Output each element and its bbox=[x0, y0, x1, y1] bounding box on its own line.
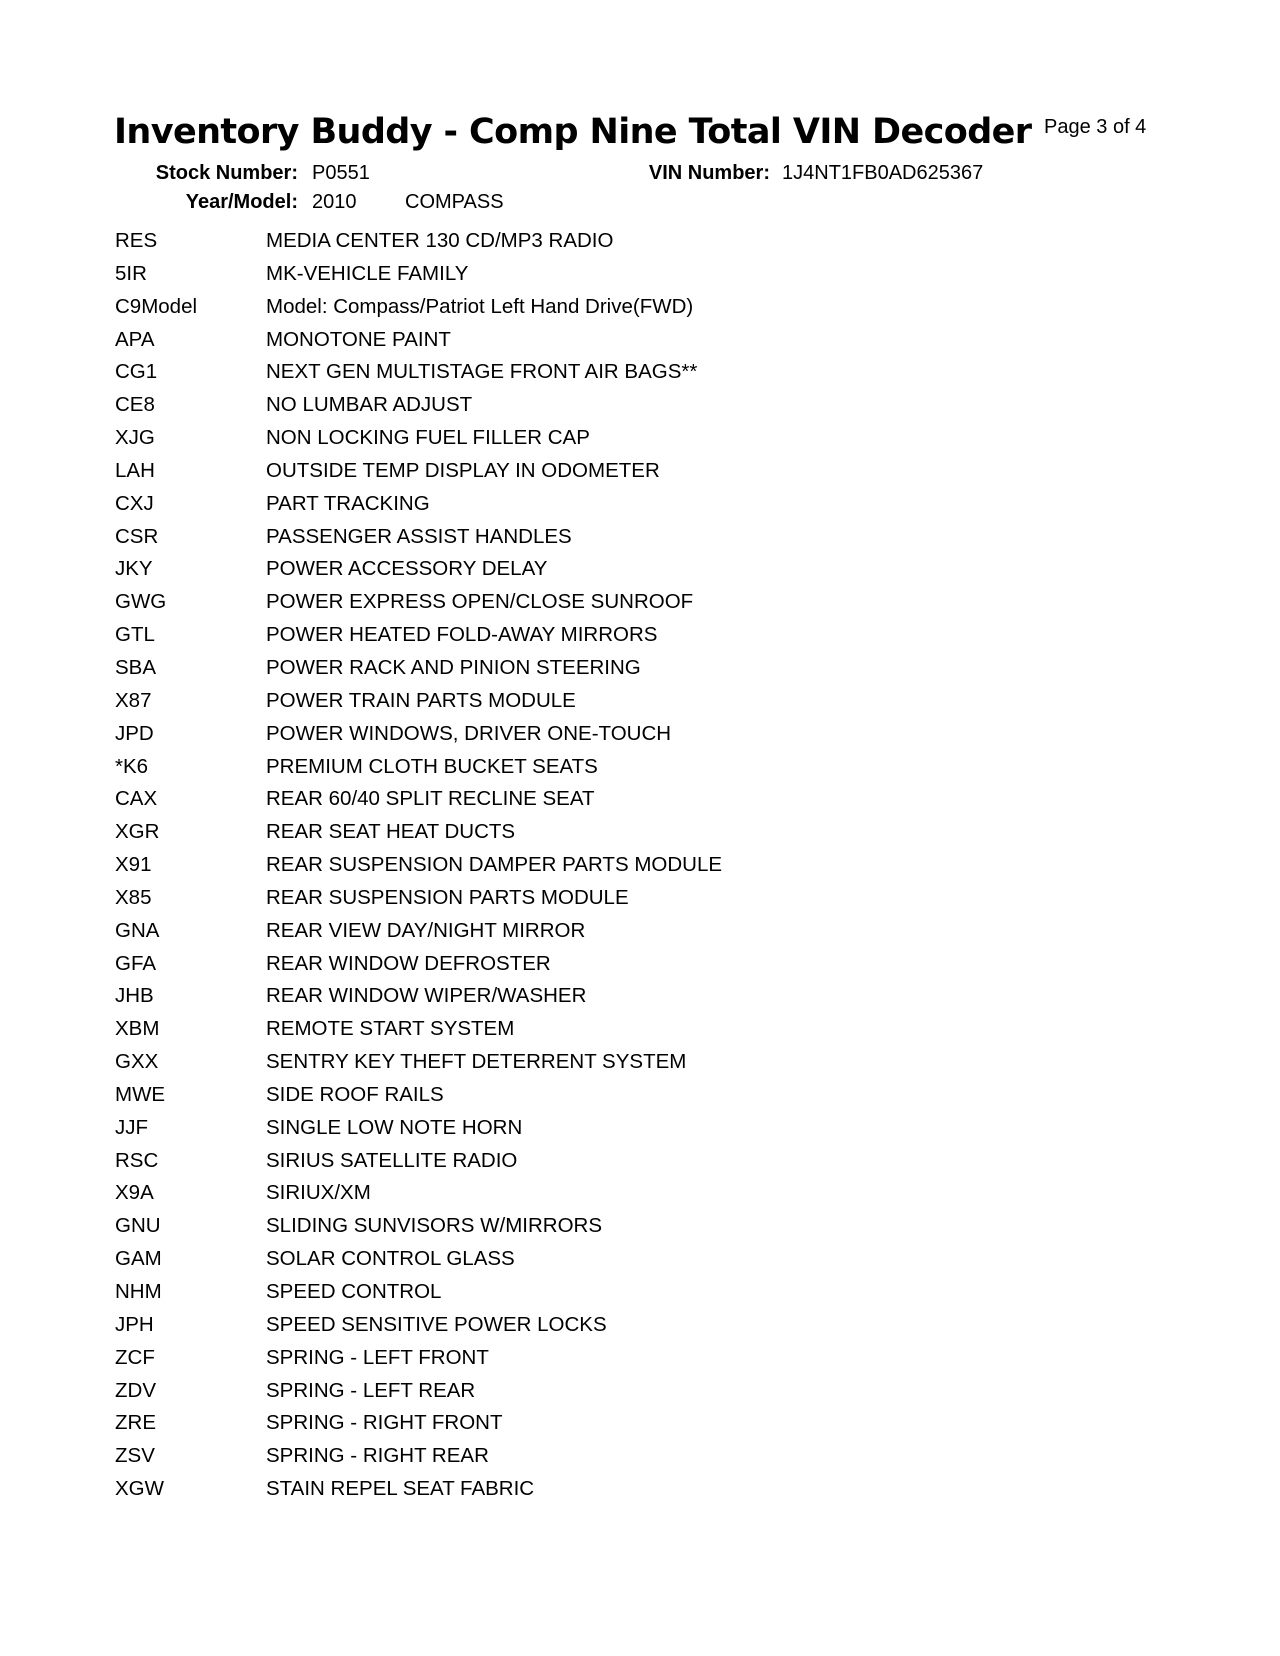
option-code: ZDV bbox=[115, 1378, 156, 1402]
option-description: REAR VIEW DAY/NIGHT MIRROR bbox=[266, 918, 586, 942]
option-description: SPEED SENSITIVE POWER LOCKS bbox=[266, 1312, 607, 1336]
option-code: X85 bbox=[115, 885, 152, 909]
stock-number-value: P0551 bbox=[312, 162, 370, 184]
option-description: PART TRACKING bbox=[266, 491, 430, 515]
option-code: ZRE bbox=[115, 1411, 156, 1435]
model-value: COMPASS bbox=[405, 191, 504, 213]
document-title: Inventory Buddy - Comp Nine Total VIN Decoder bbox=[114, 112, 1032, 152]
option-description: POWER HEATED FOLD-AWAY MIRRORS bbox=[266, 623, 658, 647]
option-code: JPD bbox=[115, 721, 154, 745]
option-code: C9Model bbox=[115, 294, 198, 318]
option-code: CSR bbox=[115, 524, 159, 548]
option-description: POWER RACK AND PINION STEERING bbox=[266, 655, 641, 679]
option-code: GTL bbox=[115, 623, 155, 647]
option-description: MK-VEHICLE FAMILY bbox=[266, 261, 469, 285]
option-code: LAH bbox=[115, 458, 155, 482]
option-code: GWG bbox=[115, 590, 167, 614]
option-description: REAR WINDOW DEFROSTER bbox=[266, 951, 551, 975]
option-code: GXX bbox=[115, 1050, 159, 1074]
option-description: NON LOCKING FUEL FILLER CAP bbox=[266, 426, 590, 450]
option-description: STAIN REPEL SEAT FABRIC bbox=[266, 1477, 535, 1501]
option-code: X87 bbox=[115, 688, 152, 712]
option-code: XJG bbox=[115, 426, 155, 450]
option-description: SPRING - LEFT FRONT bbox=[266, 1345, 489, 1369]
option-description: REAR SEAT HEAT DUCTS bbox=[266, 820, 516, 844]
option-code: JJF bbox=[115, 1115, 149, 1139]
option-description: REAR WINDOW WIPER/WASHER bbox=[266, 984, 587, 1008]
option-code: 5IR bbox=[115, 261, 147, 285]
option-description: SIDE ROOF RAILS bbox=[266, 1082, 444, 1106]
page-number: Page 3 of 4 bbox=[1044, 116, 1147, 138]
option-description: POWER WINDOWS, DRIVER ONE-TOUCH bbox=[266, 721, 672, 745]
option-code: APA bbox=[115, 327, 155, 351]
option-code: GNU bbox=[115, 1214, 161, 1238]
option-code: JKY bbox=[115, 557, 153, 581]
option-description: OUTSIDE TEMP DISPLAY IN ODOMETER bbox=[266, 458, 660, 482]
option-code: GFA bbox=[115, 951, 157, 975]
option-code: CXJ bbox=[115, 491, 154, 515]
option-code: X91 bbox=[115, 853, 152, 877]
stock-number-label: Stock Number: bbox=[155, 162, 298, 184]
option-description: PREMIUM CLOTH BUCKET SEATS bbox=[266, 754, 598, 778]
option-code: GAM bbox=[115, 1247, 162, 1271]
option-description: MONOTONE PAINT bbox=[266, 327, 451, 351]
option-code: XGR bbox=[115, 820, 160, 844]
option-code: CG1 bbox=[115, 360, 158, 384]
option-description: REAR SUSPENSION DAMPER PARTS MODULE bbox=[266, 853, 723, 877]
option-code: XGW bbox=[115, 1477, 164, 1501]
option-description: SPRING - RIGHT REAR bbox=[266, 1444, 489, 1468]
option-description: REMOTE START SYSTEM bbox=[266, 1017, 515, 1041]
option-description: NEXT GEN MULTISTAGE FRONT AIR BAGS** bbox=[266, 360, 698, 384]
option-code: JHB bbox=[115, 984, 154, 1008]
option-code: XBM bbox=[115, 1017, 160, 1041]
option-description: POWER EXPRESS OPEN/CLOSE SUNROOF bbox=[266, 590, 694, 614]
option-code: *K6 bbox=[115, 754, 149, 778]
option-code: NHM bbox=[115, 1280, 162, 1303]
vin-number-label: VIN Number: bbox=[648, 162, 770, 184]
option-code: JPH bbox=[115, 1312, 154, 1336]
option-code: GNA bbox=[115, 918, 160, 942]
option-description: REAR SUSPENSION PARTS MODULE bbox=[266, 885, 629, 909]
option-description: SPRING - RIGHT FRONT bbox=[266, 1411, 503, 1435]
option-description: POWER ACCESSORY DELAY bbox=[266, 557, 548, 581]
option-description: SIRIUS SATELLITE RADIO bbox=[266, 1148, 518, 1172]
option-code: ZCF bbox=[115, 1345, 155, 1369]
option-code: CE8 bbox=[115, 393, 155, 417]
option-description: SLIDING SUNVISORS W/MIRRORS bbox=[266, 1214, 603, 1238]
option-code: RSC bbox=[115, 1148, 159, 1172]
option-code: X9A bbox=[115, 1181, 154, 1205]
option-description: SINGLE LOW NOTE HORN bbox=[266, 1115, 523, 1139]
option-description: NO LUMBAR ADJUST bbox=[266, 393, 473, 417]
option-code: SBA bbox=[115, 655, 157, 679]
option-description: SOLAR CONTROL GLASS bbox=[266, 1247, 515, 1271]
option-description: SIRIUX/XM bbox=[266, 1181, 371, 1205]
vin-number-value: 1J4NT1FB0AD625367 bbox=[782, 162, 984, 184]
option-description: MEDIA CENTER 130 CD/MP3 RADIO bbox=[266, 229, 614, 252]
option-description: POWER TRAIN PARTS MODULE bbox=[266, 688, 576, 712]
option-code: CAX bbox=[115, 787, 158, 811]
year-value: 2010 bbox=[312, 191, 357, 213]
option-description: REAR 60/40 SPLIT RECLINE SEAT bbox=[266, 787, 595, 811]
option-description: SENTRY KEY THEFT DETERRENT SYSTEM bbox=[266, 1050, 687, 1074]
option-description: PASSENGER ASSIST HANDLES bbox=[266, 524, 572, 548]
option-code: RES bbox=[115, 229, 158, 252]
option-description: Model: Compass/Patriot Left Hand Drive(FWD) bbox=[266, 294, 694, 318]
year-model-label: Year/Model: bbox=[185, 191, 298, 213]
option-description: SPEED CONTROL bbox=[266, 1280, 442, 1303]
option-code: ZSV bbox=[115, 1444, 155, 1468]
option-description: SPRING - LEFT REAR bbox=[266, 1378, 476, 1402]
option-code: MWE bbox=[115, 1082, 166, 1106]
